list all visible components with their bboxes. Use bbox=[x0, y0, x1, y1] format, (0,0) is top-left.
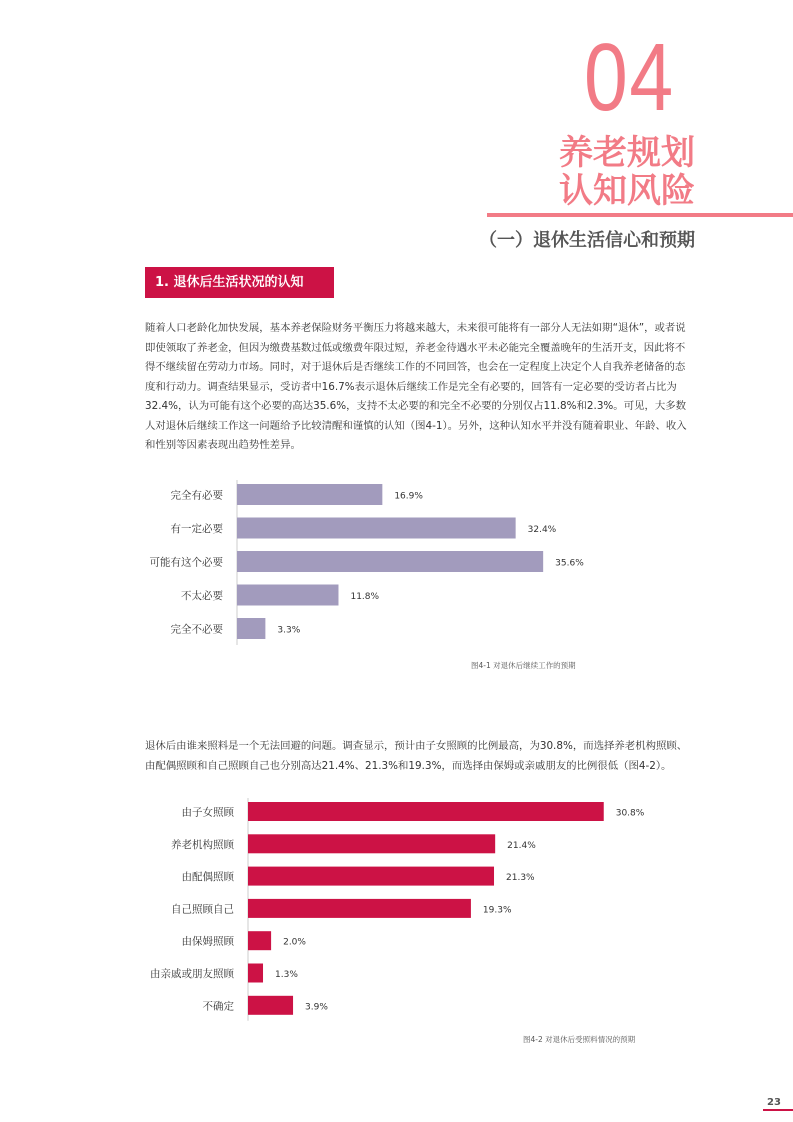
bar bbox=[237, 585, 338, 606]
value-label: 1.3% bbox=[275, 970, 298, 980]
value-label: 16.9% bbox=[394, 491, 423, 502]
bar bbox=[248, 899, 471, 918]
page-number-rule bbox=[763, 1109, 793, 1111]
chart-4-2-caption: 图4-2 对退休后受照料情况的预期 bbox=[523, 1035, 636, 1044]
bar bbox=[237, 551, 543, 572]
category-label: 不确定 bbox=[202, 1000, 234, 1013]
category-label: 完全有必要 bbox=[170, 489, 223, 502]
bar bbox=[248, 867, 494, 886]
subsection-banner bbox=[145, 267, 334, 298]
bar bbox=[248, 802, 604, 821]
value-label: 21.3% bbox=[506, 873, 535, 884]
value-label: 2.0% bbox=[283, 937, 306, 948]
chapter-title-line1: 养老规划 bbox=[559, 133, 695, 173]
chart-4-1-svg bbox=[0, 475, 793, 650]
category-label: 由配偶照顾 bbox=[181, 871, 234, 884]
value-label: 32.4% bbox=[527, 525, 557, 535]
chart-4-1-caption: 图4-1 对退休后继续工作的预期 bbox=[471, 661, 576, 670]
category-label: 由子女照顾 bbox=[181, 806, 234, 819]
chapter-number: 04 bbox=[584, 24, 675, 131]
chart-4-2 bbox=[0, 796, 793, 1022]
bar bbox=[237, 618, 265, 639]
category-label: 由亲戚或朋友照顾 bbox=[150, 968, 234, 980]
bar bbox=[237, 484, 382, 505]
category-label: 不太必要 bbox=[181, 590, 223, 602]
chart-4-1 bbox=[0, 475, 793, 650]
category-label: 可能有这个必要 bbox=[149, 556, 223, 569]
value-label: 11.8% bbox=[350, 592, 380, 602]
category-label: 由保姆照顾 bbox=[181, 935, 234, 948]
section-title: （一）退休生活信心和预期 bbox=[479, 230, 695, 251]
chapter-title-line2: 认知风险 bbox=[559, 171, 695, 211]
category-label: 完全不必要 bbox=[170, 623, 223, 636]
category-label: 自己照顾自己 bbox=[171, 903, 234, 916]
value-label: 21.4% bbox=[507, 840, 536, 851]
bar bbox=[248, 931, 271, 950]
bar bbox=[237, 518, 516, 539]
title-rule bbox=[487, 213, 793, 217]
value-label: 35.6% bbox=[555, 558, 584, 569]
category-label: 养老机构照顾 bbox=[171, 838, 234, 851]
value-label: 3.9% bbox=[305, 1002, 328, 1013]
paragraph-2: 退休后由谁来照料是一个无法回避的问题。调查显示，预计由子女照顾的比例最高，为30.8%，而选择养老机构照顾、由配偶照顾和自己照顾自己也分别高达21.4%、21.3%和19.3%，而选择由保姆或亲戚朋友的比例很低（图4-2）。 bbox=[145, 740, 688, 772]
bar bbox=[248, 964, 263, 983]
value-label: 3.3% bbox=[277, 625, 301, 636]
category-label: 有一定必要 bbox=[170, 523, 223, 535]
subsection-title: 1. 退休后生活状况的认知 bbox=[155, 275, 304, 290]
chapter-title bbox=[559, 134, 695, 210]
paragraph-1: 随着人口老龄化加快发展，基本养老保险财务平衡压力将越来越大，未来很可能将有一部分人无法如期“退休”，或者说即使领取了养老金，但因为缴费基数过低或缴费年限过短，养老金待遇水平未必能完全覆盖晚年的生活开支，因此将不得不继续留在劳动力市场。同时，对于退休后是否继续工作的不同回答，也会在一定程度上决定个人自我养老储备的态度和行动力。调查结果显示，受访者中16.7%表示退休后继续工作是完全有必要的，回答有一定必要的受访者占比为32.4%，认为可能有这个必要的高达35.6%，支持不太必要的和完全不必要的分别仅占11.8%和2.3%。可见，大多数人对退休后继续工作这一问题给予比较清醒和谨慎的认知（图4-1）。另外，这种认知水平并没有随着职业、年龄、收入和性别等因素表现出趋势性差异。 bbox=[145, 322, 687, 451]
value-label: 19.3% bbox=[482, 905, 512, 916]
value-label: 30.8% bbox=[615, 808, 645, 819]
page-number: 23 bbox=[767, 1097, 781, 1108]
bar bbox=[248, 996, 293, 1015]
chart-4-2-svg bbox=[0, 796, 793, 1022]
bar bbox=[248, 834, 495, 853]
